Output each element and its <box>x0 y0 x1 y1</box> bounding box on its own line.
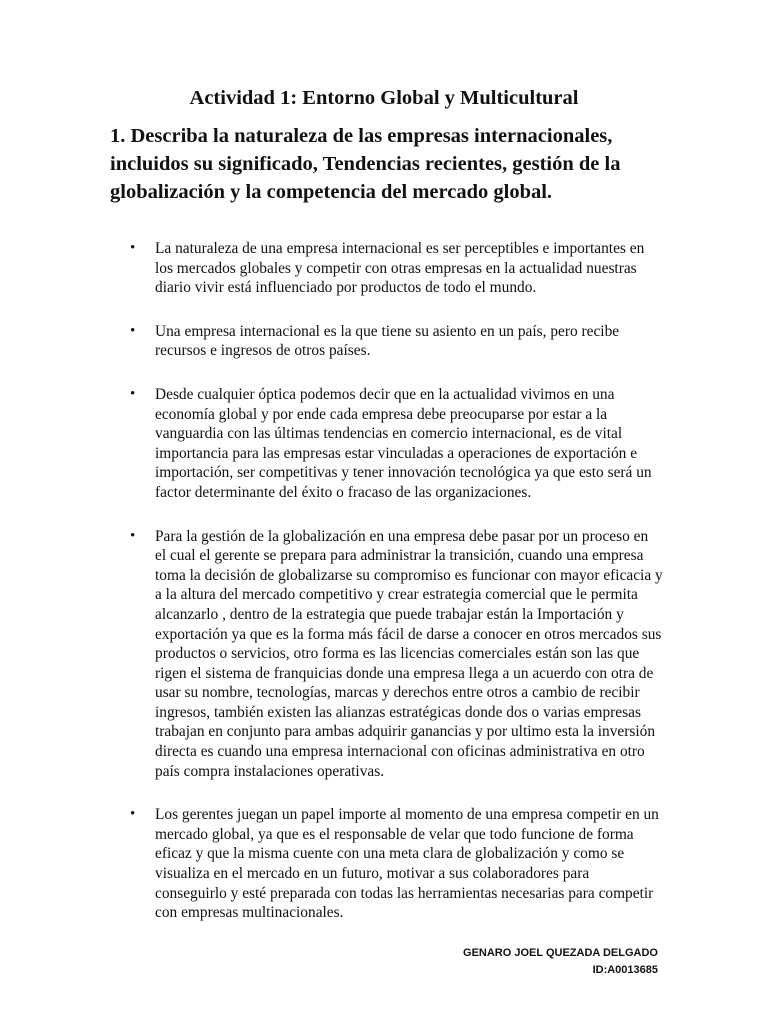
bullet-marker: • <box>130 527 136 544</box>
bullet-text: Desde cualquier óptica podemos decir que en la actualidad vivimos en una economía global y por ende cada empresa debe preocuparse por estar a la vanguardia con las últimas tendencias en comercio internacional, es de vital importancia para las empresas estar vinculadas a operaciones de exportación e importación, ser competitivas y tener innovación tecnológica ya que esto será un factor determinante del éxito o fracaso de las organizaciones. <box>155 385 652 501</box>
bullet-text: Para la gestión de la globalización en una empresa debe pasar por un proceso en el cual el gerente se prepara para administrar la transición, cuando una empresa toma la decisión de globalizarse su compromiso es funcionar con mayor eficacia y a la altura del mercado competitivo y crear estrategia comercial que le permita alcanzarlo , dentro de la estrategia que puede trabajar están la Importación y exportación ya que es la forma más fácil de darse a conocer en otros mercados sus productos o servicios, otro forma es las licencias comerciales están son las que rigen el sistema de franquicias donde una empresa llega a un acuerdo con otra de usar su nombre, tecnologías, marcas y derechos entre otros a cambio de recibir ingresos, también existen las alianzas estratégicas donde dos o varias empresas trabajan en conjunto para ambas adquirir ganancias y por ultimo esta la inversión directa es cuando una empresa internacional con oficinas administrativa en otro país compra instalaciones operativas. <box>155 527 663 780</box>
bullet-item-3 <box>0 385 663 503</box>
bullet-item-1 <box>0 239 663 298</box>
bullet-text: Una empresa internacional es la que tiene su asiento en un país, pero recibe recursos e ingresos de otros países. <box>155 322 620 360</box>
author-name: GENARO JOEL QUEZADA DELGADO <box>463 947 658 959</box>
bullet-item-5 <box>0 805 663 923</box>
bullet-text: Los gerentes juegan un papel importe al momento de una empresa competir en un mercado global, ya que es el responsable de velar que todo funcione de forma eficaz y que la misma cuente con una meta clara de globalización y como se visualiza en el mercado en un futuro, motivar a sus colaboradores para conseguirlo y esté preparada con todas las herramientas necesarias para competir con empresas multinacionales. <box>155 806 659 922</box>
answer-bullet-list <box>0 239 768 947</box>
footer-signature <box>463 945 658 979</box>
question-heading: 1. Describa la naturaleza de las empresas internacionales, incluidos su significado, Tendencias recientes, gestión de la globalización y la competencia del mercado global. <box>110 125 621 203</box>
document-title: Actividad 1: Entorno Global y Multicultural <box>189 87 579 109</box>
student-id: ID:A0013685 <box>592 964 658 976</box>
bullet-marker: • <box>130 385 136 402</box>
bullet-marker: • <box>130 806 136 823</box>
bullet-marker: • <box>130 322 136 339</box>
bullet-item-4 <box>0 527 663 782</box>
bullet-item-2 <box>0 322 663 361</box>
bullet-text: La naturaleza de una empresa internacional es ser perceptibles e importantes en los mercados globales y competir con otras empresas en la actualidad nuestras diario vivir está influenciado por productos de todo el mundo. <box>155 240 645 297</box>
bullet-marker: • <box>130 240 136 256</box>
